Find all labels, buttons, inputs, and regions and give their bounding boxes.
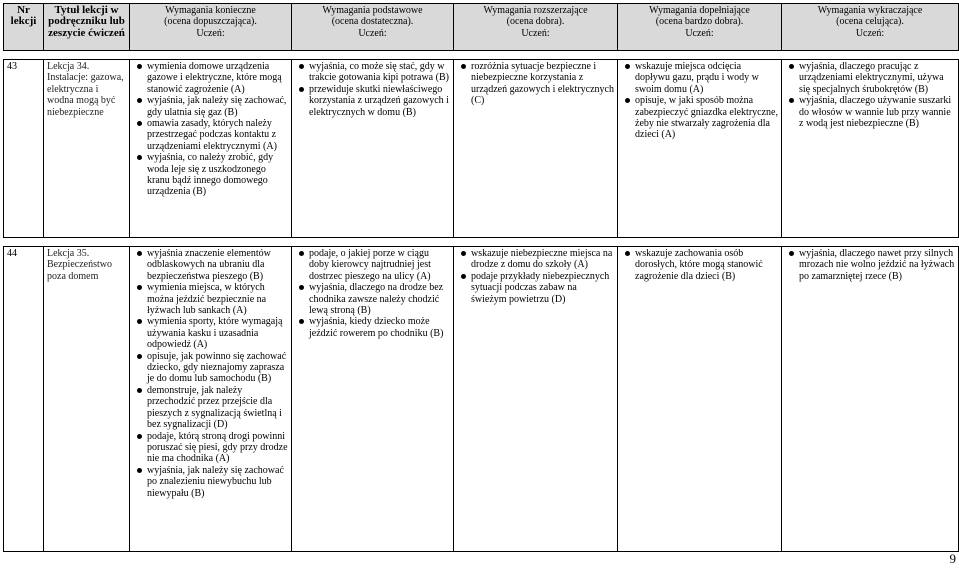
requirements-list — [295, 248, 450, 339]
row-separator — [4, 51, 959, 60]
requirements-list — [785, 61, 955, 129]
lesson-number: 43 — [4, 60, 44, 238]
requirement-item: demonstruje, jak należy przechodzić przez przejście dla pieszych z sygnalizacją świetlną i bez sygnalizacji (D) — [147, 385, 288, 431]
requirement-item: opisuje, jak powinno się zachować dziecko, gdy nieznajomy zaprasza je do domu lub samochodu (B) — [147, 350, 287, 385]
requirements-list — [621, 248, 778, 282]
requirements-rozszerzajace — [454, 247, 618, 552]
requirement-item: wymienia domowe urządzenia gazowe i elektryczne, które mogą stanowić zagrożenie (A) — [147, 61, 288, 95]
requirements-list — [457, 61, 614, 107]
requirement-item: wyjaśnia, dlaczego na drodze bez chodnika zawsze należy chodzić lewą stroną (B) — [309, 282, 450, 316]
requirement-item: wyjaśnia, dlaczego pracując z urządzeniami elektrycznymi, używa się specjalnych śrubokrętów (B) — [799, 61, 955, 95]
page-number: 9 — [949, 551, 956, 566]
requirements-konieczne — [130, 60, 292, 238]
header-konieczne — [130, 4, 292, 51]
header-line: Wymagania konieczne — [165, 5, 256, 16]
requirement-item: wskazuje zachowania osób dorosłych, które mogą stanowić zagrożenie dla dzieci (B) — [635, 248, 778, 282]
requirement-item: wyjaśnia, dlaczego nawet przy silnych mrozach nie wolno jeździć na łyżwach po zamarzniętej rzece (B) — [799, 248, 955, 282]
header-dopelniajace — [618, 4, 782, 51]
requirements-table — [3, 3, 959, 552]
requirement-item: podaje, którą stroną drogi powinni poruszać się piesi, gdy przy drodze nie ma chodnika (A) — [147, 430, 288, 465]
header-rozszerzajace — [454, 4, 618, 51]
requirement-item: wskazuje miejsca odcięcia dopływu gazu, prądu i wody w swoim domu (A) — [635, 61, 778, 95]
header-line: (ocena celująca). — [836, 16, 904, 28]
requirements-list — [457, 248, 614, 305]
requirements-wykraczajace — [782, 247, 959, 552]
table-row — [4, 247, 959, 552]
lesson-number: 44 — [4, 247, 44, 552]
requirements-list — [133, 61, 288, 198]
requirements-podstawowe — [292, 247, 454, 552]
requirement-item: wyjaśnia znaczenie elementów odblaskowych na ubraniu dla bezpieczeństwa pieszego (B) — [147, 248, 288, 282]
header-line: Uczeń: — [685, 27, 714, 39]
requirement-item: wymienia sporty, które wymagają używania kasku i uzasadnia odpowiedź (A) — [147, 316, 288, 350]
requirement-item: wyjaśnia, kiedy dziecko może jeździć rowerem po chodniku (B) — [309, 316, 450, 339]
requirement-item: wyjaśnia, jak należy się zachować, gdy ulatnia się gaz (B) — [147, 95, 287, 118]
requirement-item: wyjaśnia, dlaczego używanie suszarki do włosów w wannie lub przy wannie z wodą jest niebezpieczne (B) — [799, 95, 955, 129]
requirements-dopelniajace — [618, 60, 782, 238]
header-podstawowe — [292, 4, 454, 51]
header-wykraczajace — [782, 4, 959, 51]
requirement-item: wyjaśnia, co może się stać, gdy w trakcie gotowania kipi potrawa (B) — [309, 61, 449, 84]
table-row — [4, 60, 959, 238]
requirement-item: przewiduje skutki niewłaściwego korzystania z urządzeń gazowych i elektrycznych w domu (B) — [309, 83, 449, 118]
lesson-title: Lekcja 35. Bezpieczeństwo poza domem — [44, 247, 130, 552]
header-line: Wymagania podstawowe — [322, 5, 423, 16]
requirements-wykraczajace — [782, 60, 959, 238]
lesson-title: Lekcja 34. Instalacje: gazowa, elektryczna i wodna mogą być niebezpieczne — [44, 60, 130, 238]
row-separator — [4, 238, 959, 247]
header-line: Uczeń: — [358, 27, 387, 39]
header-line: (ocena bardzo dobra). — [655, 16, 744, 28]
header-line: Wymagania dopełniające — [649, 5, 750, 16]
header-nr: Nr lekcji — [4, 4, 44, 51]
requirements-podstawowe — [292, 60, 454, 238]
requirements-list — [295, 61, 450, 118]
requirements-rozszerzajace — [454, 60, 618, 238]
header-line: Uczeń: — [855, 27, 885, 39]
header-line: Uczeń: — [196, 27, 225, 39]
requirement-item: rozróżnia sytuacje bezpieczne i niebezpieczne korzystania z urządzeń gazowych i elektrycznych (C) — [471, 61, 614, 107]
separator-cell — [4, 238, 959, 247]
header-title: Tytuł lekcji w podręczniku lub zeszycie ćwiczeń — [44, 4, 130, 51]
requirements-konieczne — [130, 247, 292, 552]
header-line: (ocena dobra). — [506, 16, 565, 28]
requirements-dopelniajace — [618, 247, 782, 552]
header-line: Uczeń: — [521, 27, 550, 39]
requirement-item: wyjaśnia, co należy zrobić, gdy woda leje się z uszkodzonego kranu bądź innego domowego urządzenia (B) — [147, 152, 288, 198]
requirements-list — [621, 61, 778, 141]
requirement-item: opisuje, w jaki sposób można zabezpieczyć gniazdka elektryczne, żeby nie stwarzały zagrożenia dla dzieci (A) — [635, 95, 778, 141]
requirement-item: omawia zasady, których należy przestrzegać podczas kontaktu z urządzeniami elektrycznymi (A) — [147, 118, 288, 152]
header-line: (ocena dopuszczająca). — [164, 16, 257, 28]
header-line: Wymagania rozszerzające — [483, 5, 588, 16]
requirement-item: wskazuje niebezpieczne miejsca na drodze z domu do szkoły (A) — [471, 248, 613, 271]
requirement-item: podaje, o jakiej porze w ciągu doby kierowcy najtrudniej jest dostrzec pieszego na ulicy (A) — [309, 248, 450, 282]
header-line: (ocena dostateczna). — [331, 16, 414, 28]
requirement-item: podaje przykłady niebezpiecznych sytuacji podczas zabaw na świeżym powietrzu (D) — [471, 271, 614, 305]
table-body — [4, 51, 959, 552]
header-line: Wymagania wykraczające — [817, 5, 923, 16]
header-row — [4, 4, 959, 51]
requirements-list — [133, 248, 288, 499]
requirement-item: wyjaśnia, jak należy się zachować po znalezieniu niewybuchu lub niewypału (B) — [147, 465, 288, 499]
requirement-item: wymienia miejsca, w których można jeździć bezpiecznie na łyżwach lub sankach (A) — [147, 282, 288, 316]
requirements-list — [785, 248, 955, 282]
separator-cell — [4, 51, 959, 60]
